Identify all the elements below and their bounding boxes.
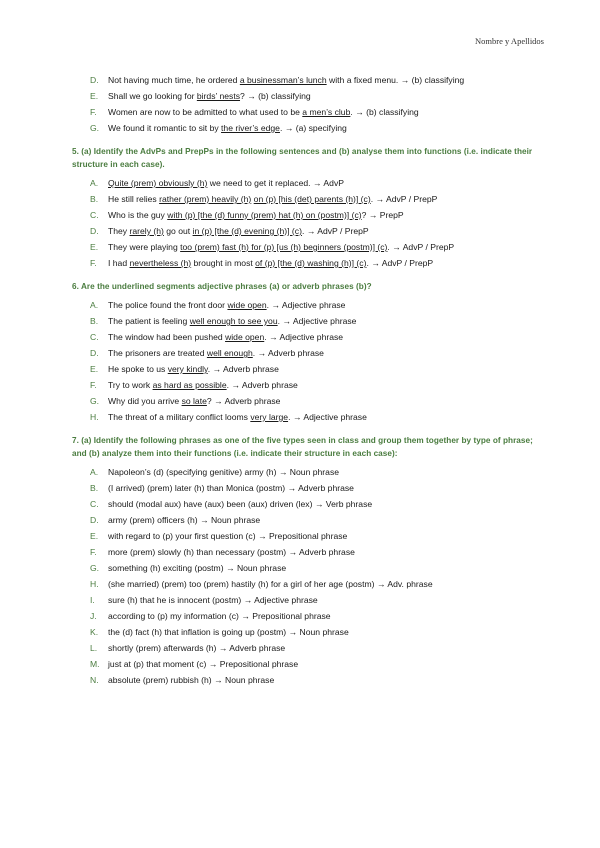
text-segment: They were playing [108, 242, 181, 252]
list-item [72, 239, 542, 255]
list-item [72, 223, 542, 239]
underlined-segment: so late [181, 396, 207, 406]
item-marker: B. [90, 316, 99, 326]
header-student-name: Nombre y Apellidos [475, 36, 544, 46]
text-segment: . → Adjective phrase [264, 332, 344, 342]
exercise-list [72, 464, 542, 688]
list-item [72, 528, 542, 544]
text-segment: with a fixed menu. → (b) classifying [326, 75, 465, 85]
underlined-segment: as hard as possible [152, 380, 227, 390]
item-marker: N. [90, 675, 99, 685]
underlined-segment: well enough to see you [189, 316, 278, 326]
text-segment: . → Adjective phrase [288, 412, 367, 422]
list-item [72, 544, 542, 560]
text-segment: . → Adjective phrase [266, 300, 346, 310]
text-segment: shortly (prem) afterwards (h) → Adverb phrase [108, 643, 286, 653]
underlined-segment: a businessman’s lunch [239, 75, 327, 85]
text-segment: . → AdvP / PrepP [370, 194, 438, 204]
list-item [72, 313, 542, 329]
text-segment: The window had been pushed [108, 332, 226, 342]
underlined-segment: rarely (h) [129, 226, 164, 236]
list-item [72, 576, 542, 592]
text-segment: . → AdvP / PrepP [366, 258, 434, 268]
text-segment: should (modal aux) have (aux) been (aux) driven (lex) → Verb phrase [108, 499, 373, 509]
text-segment: The prisoners are treated [108, 348, 207, 358]
exercise-heading: 5. (a) Identify the AdvPs and PrepPs in the following sentences and (b) analyse them into functions (i.e. indicate their structure in each case). [72, 147, 533, 169]
list-item [72, 393, 542, 409]
list-item [72, 72, 542, 88]
text-segment: Napoleon’s (d) (specifying genitive) army (h) → Noun phrase [108, 467, 340, 477]
text-segment: brought in most [191, 258, 256, 268]
text-segment: Try to work [108, 380, 153, 390]
item-marker: G. [90, 563, 100, 573]
list-item [72, 640, 542, 656]
underlined-segment: rather (prem) heavily (h) [159, 194, 252, 204]
underlined-segment: very large [250, 412, 289, 422]
item-marker: C. [90, 332, 99, 342]
text-segment: . → Adverb phrase [252, 348, 324, 358]
list-item [72, 377, 542, 393]
text-segment: They [108, 226, 130, 236]
text-segment: Women are now to be admitted to what used to be [108, 107, 303, 117]
list-item [72, 512, 542, 528]
list-item [72, 120, 542, 136]
text-segment: go out [163, 226, 193, 236]
list-item [72, 480, 542, 496]
item-marker: I. [90, 595, 95, 605]
underlined-segment: of (p) [the (d) washing (h)] (c) [255, 258, 367, 268]
text-segment: ? → (b) classifying [240, 91, 311, 101]
underlined-segment: the river’s edge [221, 123, 280, 133]
text-segment: Not having much time, he ordered [108, 75, 240, 85]
list-item [72, 88, 542, 104]
text-segment: absolute (prem) rubbish (h) → Noun phrase [108, 675, 275, 685]
text-segment: He still relies [108, 194, 160, 204]
text-segment: . → Adverb phrase [207, 364, 279, 374]
item-marker: D. [90, 348, 99, 358]
exercise-heading: 6. Are the underlined segments adjective phrases (a) or adverb phrases (b)? [72, 282, 372, 291]
underlined-segment: in (p) [the (d) evening (h)] (c) [192, 226, 302, 236]
underlined-segment: with (p) [the (d) funny (prem) hat (h) on (postm)] (c) [167, 210, 362, 220]
underlined-segment: nevertheless (h) [129, 258, 192, 268]
item-marker: D. [90, 515, 99, 525]
text-segment: Shall we go looking for [108, 91, 197, 101]
text-segment: He spoke to us [108, 364, 168, 374]
list-item [72, 297, 542, 313]
item-marker: E. [90, 91, 99, 101]
exercise-list [72, 72, 542, 136]
item-marker: J. [90, 611, 97, 621]
underlined-segment: well enough [206, 348, 253, 358]
item-marker: M. [90, 659, 100, 669]
exercise-list [72, 297, 542, 425]
exercise-content [72, 72, 542, 688]
underlined-segment: Quite (prem) obviously (h) [108, 178, 208, 188]
text-segment: we need to get it replaced. → AdvP [207, 178, 344, 188]
list-item [72, 329, 542, 345]
exercise-heading: 7. (a) Identify the following phrases as one of the five types seen in class and group them together by type of phrase; and (b) analyze them into their functions (i.e. indicate their structure in each case): [72, 436, 533, 458]
text-segment: sure (h) that he is innocent (postm) → Adjective phrase [108, 595, 318, 605]
text-segment: ? → Adverb phrase [206, 396, 281, 406]
item-marker: A. [90, 300, 99, 310]
item-marker: A. [90, 467, 99, 477]
item-marker: B. [90, 194, 99, 204]
list-item [72, 255, 542, 271]
text-segment: . → (b) classifying [350, 107, 419, 117]
text-segment: We found it romantic to sit by [108, 123, 222, 133]
list-item [72, 345, 542, 361]
underlined-segment: birds’ nests [196, 91, 241, 101]
underlined-segment: wide open [227, 300, 267, 310]
text-segment: more (prem) slowly (h) than necessary (postm) → Adverb phrase [108, 547, 355, 557]
text-segment: . → AdvP / PrepP [387, 242, 455, 252]
list-item [72, 592, 542, 608]
underlined-segment: a men’s club [302, 107, 351, 117]
text-segment: just at (p) that moment (c) → Prepositional phrase [108, 659, 299, 669]
text-segment: according to (p) my information (c) → Prepositional phrase [108, 611, 331, 621]
list-item [72, 608, 542, 624]
item-marker: K. [90, 627, 99, 637]
list-item [72, 104, 542, 120]
item-marker: L. [90, 643, 98, 653]
text-segment: (she married) (prem) too (prem) hastily (h) for a girl of her age (postm) → Adv. phrase [108, 579, 433, 589]
underlined-segment: very kindly [167, 364, 208, 374]
text-segment: . → Adverb phrase [226, 380, 298, 390]
underlined-segment: too (prem) fast (h) for (p) [us (h) beginners (postm)] (c) [180, 242, 388, 252]
list-item [72, 361, 542, 377]
text-segment: Why did you arrive [108, 396, 182, 406]
list-item [72, 207, 542, 223]
list-item [72, 464, 542, 480]
item-marker: C. [90, 210, 99, 220]
item-marker: E. [90, 242, 99, 252]
text-segment: ? → PrepP [361, 210, 404, 220]
item-marker: D. [90, 75, 99, 85]
item-marker: F. [90, 107, 97, 117]
text-segment: The threat of a military conflict looms [108, 412, 251, 422]
item-marker: C. [90, 499, 99, 509]
text-segment: . → AdvP / PrepP [301, 226, 369, 236]
item-marker: F. [90, 380, 97, 390]
text-segment: Who is the guy [108, 210, 168, 220]
text-segment: with regard to (p) your first question (c) → Prepositional phrase [108, 531, 348, 541]
underlined-segment: on (p) [his (det) parents (h)] (c) [253, 194, 371, 204]
underlined-segment: wide open [225, 332, 265, 342]
exercise-list [72, 175, 542, 271]
text-segment: . → Adjective phrase [277, 316, 357, 326]
item-marker: H. [90, 579, 99, 589]
item-marker: G. [90, 123, 100, 133]
text-segment: (I arrived) (prem) later (h) than Monica (postm) → Adverb phrase [108, 483, 354, 493]
item-marker: E. [90, 531, 99, 541]
list-item [72, 672, 542, 688]
list-item [72, 409, 542, 425]
list-item [72, 656, 542, 672]
item-marker: H. [90, 412, 99, 422]
list-item [72, 191, 542, 207]
text-segment: army (prem) officers (h) → Noun phrase [108, 515, 261, 525]
item-marker: A. [90, 178, 99, 188]
item-marker: B. [90, 483, 99, 493]
text-segment: something (h) exciting (postm) → Noun phrase [108, 563, 287, 573]
item-marker: E. [90, 364, 99, 374]
list-item [72, 624, 542, 640]
item-marker: D. [90, 226, 99, 236]
text-segment: The police found the front door [108, 300, 228, 310]
item-marker: F. [90, 258, 97, 268]
text-segment: I had [108, 258, 130, 268]
item-marker: G. [90, 396, 100, 406]
item-marker: F. [90, 547, 97, 557]
text-segment: the (d) fact (h) that inflation is going up (postm) → Noun phrase [108, 627, 349, 637]
text-segment: . → (a) specifying [279, 123, 347, 133]
list-item [72, 560, 542, 576]
list-item [72, 175, 542, 191]
list-item [72, 496, 542, 512]
text-segment: The patient is feeling [108, 316, 190, 326]
